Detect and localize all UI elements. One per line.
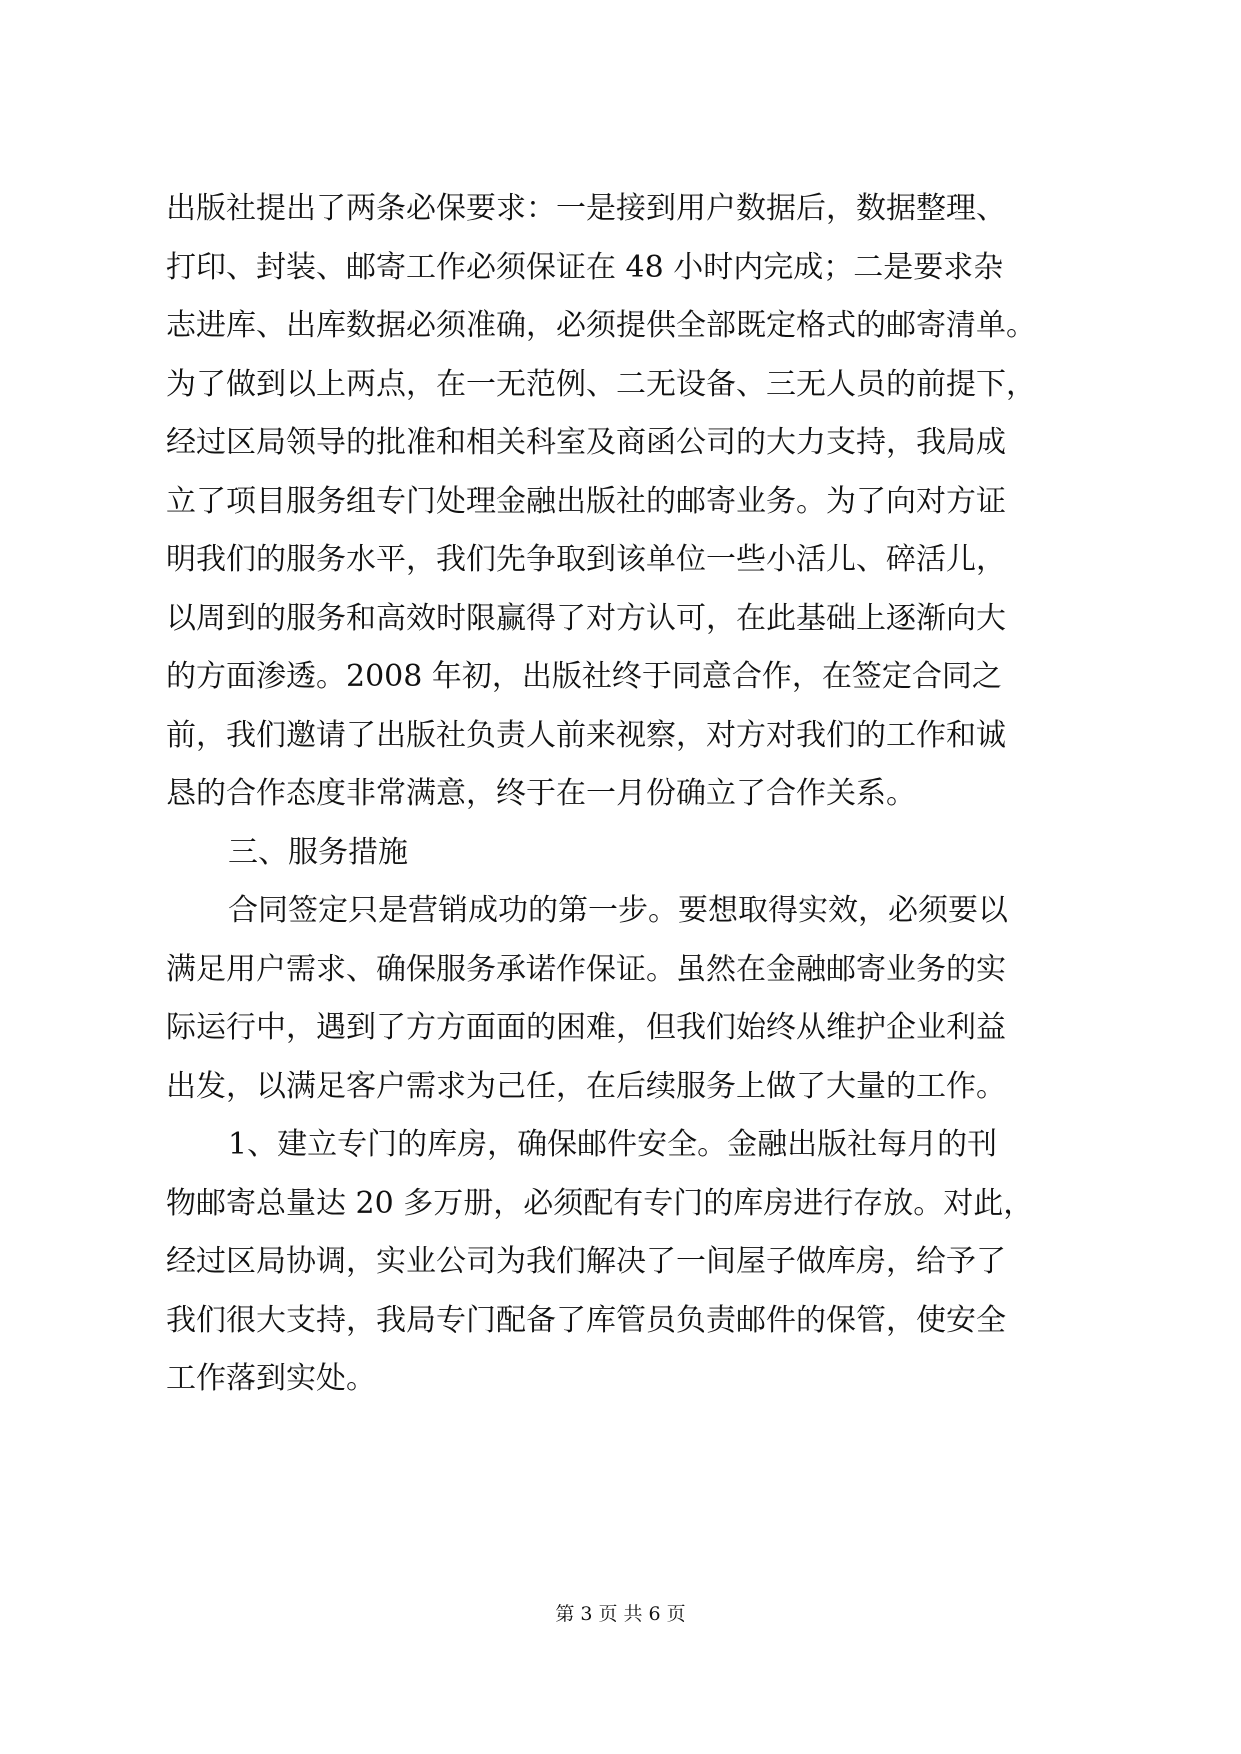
section-heading: 三、服务措施 [228,834,408,870]
text-line: 出版社提出了两条必保要求：一是接到用户数据后，数据整理、 [166,191,1006,226]
text-line: 满足用户需求、确保服务承诺作保证。虽然在金融邮寄业务的实 [166,951,1006,987]
text-line: 经过区局协调，实业公司为我们解决了一间屋子做库房，给予了 [166,1244,1006,1279]
text-line: 1、建立专门的库房，确保邮件安全。金融出版社每月的刊 [228,1127,998,1162]
text-line: 工作落到实处。 [166,1361,376,1396]
text-line: 明我们的服务水平，我们先争取到该单位一些小活儿、碎活儿， [166,542,1006,577]
text-line: 打印、封装、邮寄工作必须保证在 48 小时内完成；二是要求杂 [166,249,1004,285]
text-line: 合同签定只是营销成功的第一步。要想取得实效，必须要以 [228,893,1008,928]
page-number: 第 3 页 共 6 页 [555,1603,686,1625]
text-line: 际运行中，遇到了方方面面的困难，但我们始终从维护企业利益 [166,1010,1006,1045]
text-line: 出发，以满足客户需求为己任，在后续服务上做了大量的工作。 [166,1068,1006,1104]
text-line: 的方面渗透。2008 年初，出版社终于同意合作，在签定合同之 [166,659,1002,694]
text-line: 前，我们邀请了出版社负责人前来视察，对方对我们的工作和诚 [166,717,1006,753]
text-line: 以周到的服务和高效时限赢得了对方认可，在此基础上逐渐向大 [166,600,1006,636]
text-line: 我们很大支持，我局专门配备了库管员负责邮件的保管，使安全 [166,1302,1006,1338]
text-line: 立了项目服务组专门处理金融出版社的邮寄业务。为了向对方证 [166,483,1006,519]
text-line: 为了做到以上两点，在一无范例、二无设备、三无人员的前提下， [166,366,1036,402]
text-line: 恳的合作态度非常满意，终于在一月份确立了合作关系。 [166,776,916,811]
body-text [166,180,1086,1409]
text-line: 经过区局领导的批准和相关科室及商函公司的大力支持，我局成 [166,425,1006,460]
text-line: 物邮寄总量达 20 多万册，必须配有专门的库房进行存放。对此， [166,1185,1034,1221]
text-line: 志进库、出库数据必须准确，必须提供全部既定格式的邮寄清单。 [166,308,1036,343]
